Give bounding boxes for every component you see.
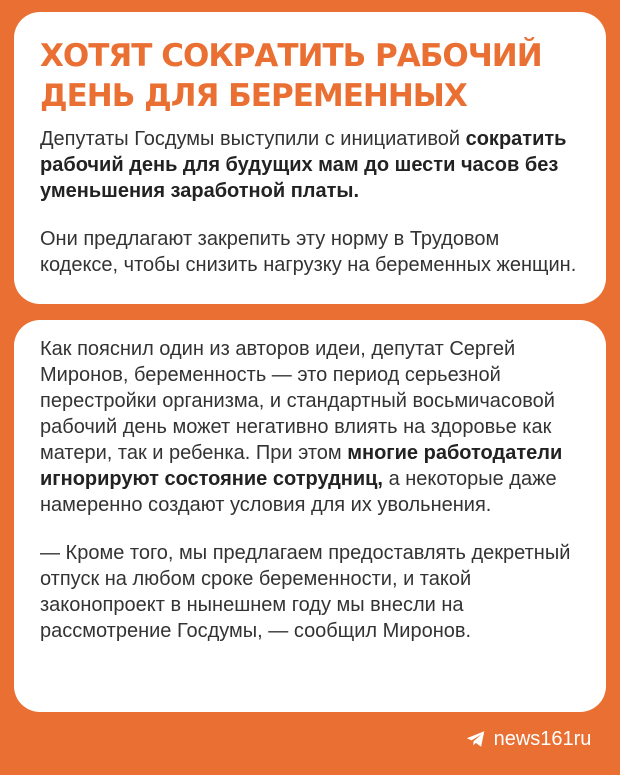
explanation-highlight: многие работодатели игнорируют состояние сотрудниц, [40, 442, 563, 490]
explanation-paragraph [40, 336, 578, 518]
headline: ХОТЯТ СОКРАТИТЬ РАБОЧИЙ ДЕНЬ ДЛЯ БЕРЕМЕННЫХ [40, 38, 542, 114]
explanation-tail: а некоторые даже намеренно создают условия для их увольнения. [40, 468, 557, 516]
norm-paragraph: Они предлагают закрепить эту норму в Трудовом кодексе, чтобы снизить нагрузку на беременных женщин. [40, 228, 577, 276]
brand-badge[interactable] [450, 716, 606, 762]
intro-highlight: сократить рабочий день для будущих мам до шести часов без уменьшения заработной платы. [40, 128, 567, 202]
explanation-text: Как пояснил один из авторов идеи, депутат Сергей Миронов, беременность — это период серьезной перестройки организма, и стандартный восьмичасовой рабочий день может негативно влиять на здоровье как матери, так и ребенка. При этом [40, 338, 555, 464]
brand-label: news161ru [493, 727, 592, 750]
quote-paragraph: — Кроме того, мы предлагаем предоставлять декретный отпуск на любом сроке беременности, и такой законопроект в нынешнем году мы внесли на рассмотрение Госдумы, — сообщил Миронов. [40, 542, 571, 642]
details-card [14, 320, 606, 712]
intro-card [14, 12, 606, 304]
intro-text: Депутаты Госдумы выступили с инициативой [40, 128, 461, 150]
telegram-icon [465, 728, 487, 750]
intro-paragraph [40, 126, 578, 204]
